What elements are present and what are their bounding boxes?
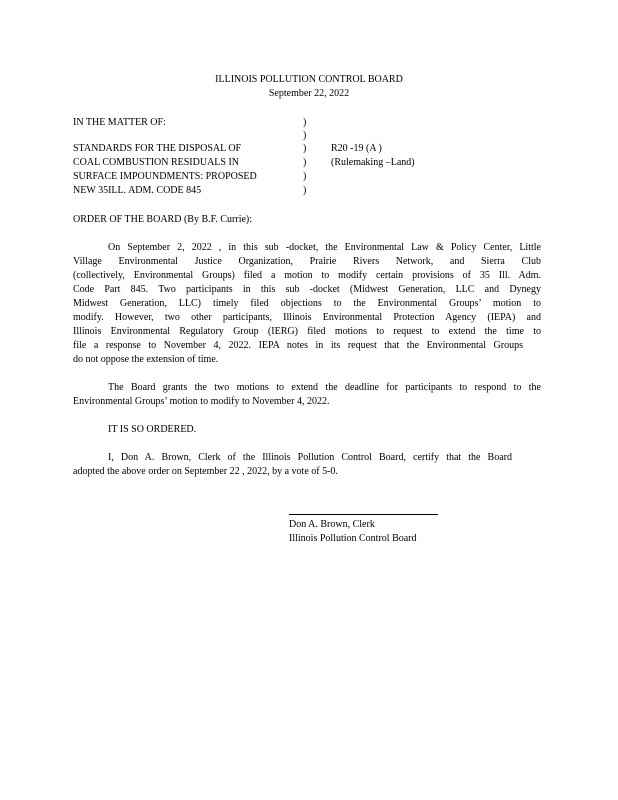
docket-number: R20 -19 (A ) <box>331 143 382 154</box>
signatory-name: Don A. Brown, Clerk <box>289 519 375 530</box>
caption-title-line: SURFACE IMPOUNDMENTS: PROPOSED <box>73 171 257 182</box>
board-title: ILLINOIS POLLUTION CONTROL BOARD <box>215 74 403 85</box>
so-ordered: IT IS SO ORDERED. <box>108 424 197 435</box>
caption-title-line: COAL COMBUSTION RESIDUALS IN <box>73 157 240 168</box>
paragraph-line: Midwest Generation, LLC) timely filed objections to the Environmental Groups’ motion to <box>73 298 541 309</box>
caption-title-line: STANDARDS FOR THE DISPOSAL OF <box>73 143 242 154</box>
paragraph-line: Village Environmental Justice Organization, Prairie Rivers Network, and Sierra Club <box>73 256 541 267</box>
caption-paren: ) <box>303 117 307 128</box>
paragraph-line: file a response to November 4, 2022. IEPA notes in its request that the Environmental Groups <box>73 340 523 351</box>
paragraph-line: The Board grants the two motions to extend the deadline for participants to respond to the <box>108 382 541 393</box>
caption-title-line: NEW 35ILL. ADM. CODE 845 <box>73 185 202 196</box>
order-date: September 22, 2022 <box>268 88 350 99</box>
paragraph-line: do not oppose the extension of time. <box>73 354 219 365</box>
paragraph-line: On September 2, 2022 , in this sub -docket, the Environmental Law & Policy Center, Little <box>108 242 541 253</box>
signature-line <box>289 514 438 515</box>
caption-paren: ) <box>303 143 307 154</box>
caption-paren: ) <box>303 157 307 168</box>
paragraph-line: Illinois Environmental Regulatory Group (IERG) filed motions to request to extend the time to <box>73 326 541 337</box>
certification-line: I, Don A. Brown, Clerk of the Illinois Pollution Control Board, certify that the Board <box>108 452 512 463</box>
paragraph-line: modify. However, two other participants, Illinois Environmental Protection Agency (IEPA) and <box>73 312 541 323</box>
docket-type: (Rulemaking –Land) <box>331 157 415 168</box>
signatory-organization: Illinois Pollution Control Board <box>289 533 417 544</box>
caption-paren: ) <box>303 130 307 141</box>
paragraph-line: (collectively, Environmental Groups) filed a motion to modify certain provisions of 35 Ill. Adm. <box>73 270 541 281</box>
caption-paren: ) <box>303 171 307 182</box>
paragraph-line: Code Part 845. Two participants in this sub -docket (Midwest Generation, LLC and Dynegy <box>73 284 541 295</box>
certification-line: adopted the above order on September 22 , 2022, by a vote of 5-0. <box>73 466 338 477</box>
in-the-matter-label: IN THE MATTER OF: <box>73 117 166 128</box>
order-heading: ORDER OF THE BOARD (By B.F. Currie): <box>73 214 253 225</box>
caption-paren: ) <box>303 185 307 196</box>
paragraph-line: Environmental Groups’ motion to modify to November 4, 2022. <box>73 396 330 407</box>
